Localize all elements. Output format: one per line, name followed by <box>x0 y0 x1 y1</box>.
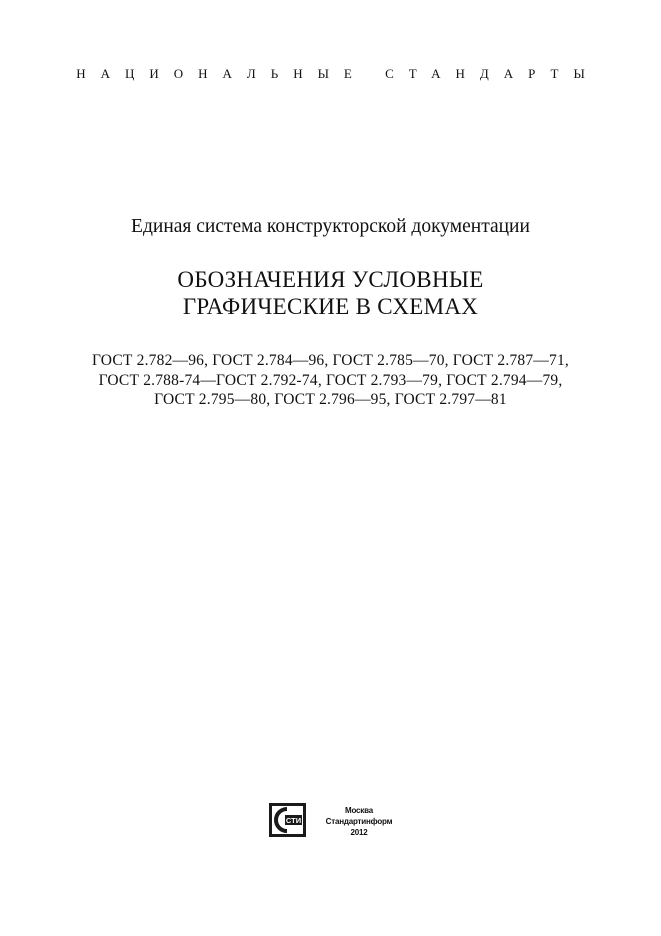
system-title: Единая система конструкторской документации <box>131 216 530 237</box>
publisher-year: 2012 <box>350 828 368 837</box>
publisher-text <box>311 805 407 838</box>
gost-line-3: ГОСТ 2.795—80, ГОСТ 2.796—95, ГОСТ 2.797—81 <box>154 391 507 408</box>
series-header: НАЦИОНАЛЬНЫЕ СТАНДАРТЫ <box>76 66 600 81</box>
gost-standards-list <box>0 351 661 410</box>
publisher-logo-icon <box>269 803 306 837</box>
main-title-line-1: ОБОЗНАЧЕНИЯ УСЛОВНЫЕ <box>177 267 484 292</box>
publisher-city: Москва <box>345 806 373 815</box>
main-title <box>0 266 661 320</box>
publisher-logo-text: СТИ <box>285 816 302 825</box>
gost-line-2: ГОСТ 2.788-74—ГОСТ 2.792-74, ГОСТ 2.793—79, ГОСТ 2.794—79, <box>98 371 563 389</box>
publisher-imprint <box>269 803 409 839</box>
gost-line-1: ГОСТ 2.782—96, ГОСТ 2.784—96, ГОСТ 2.785—70, ГОСТ 2.787—71, <box>92 352 569 369</box>
main-title-line-2: ГРАФИЧЕСКИЕ В СХЕМАХ <box>182 294 479 319</box>
publisher-name: Стандартинформ <box>325 817 393 826</box>
